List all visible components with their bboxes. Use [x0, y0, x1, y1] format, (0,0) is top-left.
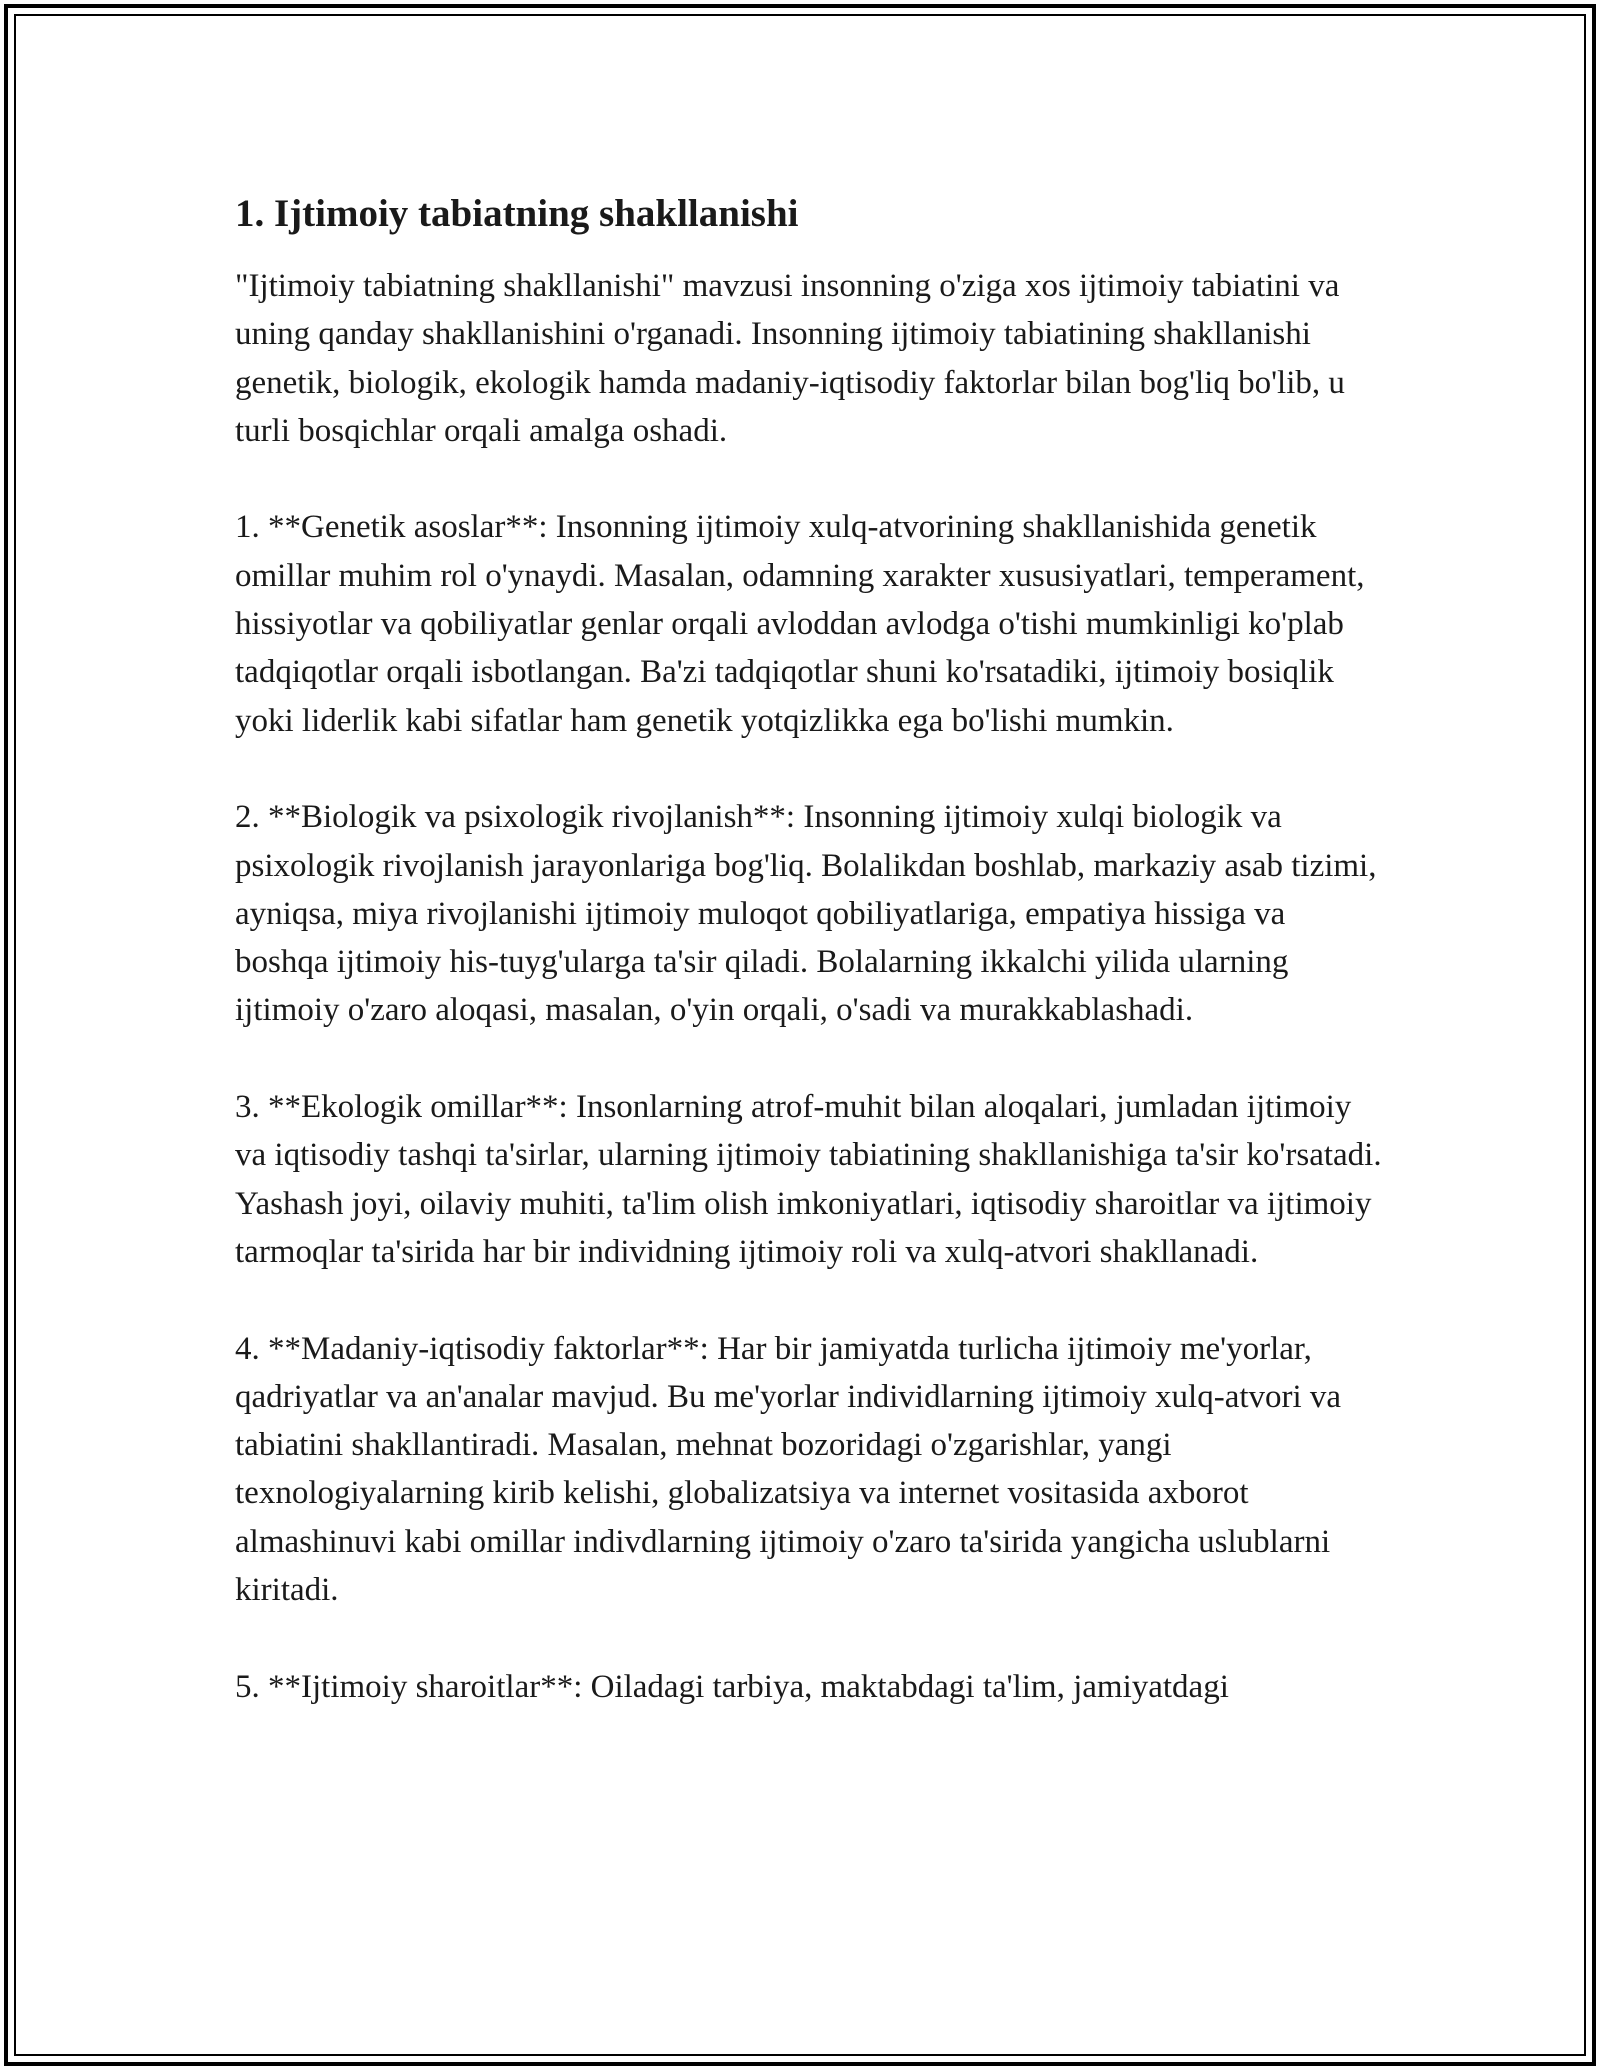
document-body	[235, 186, 1385, 1759]
paragraph-ecological-factors: 3. **Ekologik omillar**: Insonlarning atrof-muhit bilan aloqalari, jumladan ijtimoiy va iqtisodiy tashqi ta'sirlar, ularning ijtimoiy tabiatining shakllanishiga ta'sir ko'rsatadi. Yashash joyi, oilaviy muhiti, ta'lim olish imkoniyatlari, iqtisodiy sharoitlar va ijtimoiy tarmoqlar ta'sirida har bir individning ijtimoiy roli va xulq-atvori shakllanadi.	[235, 1089, 1382, 1270]
paragraph-social-conditions: 5. **Ijtimoiy sharoitlar**: Oiladagi tarbiya, maktabdagi ta'lim, jamiyatdagi	[235, 1668, 1229, 1705]
paragraph-genetic-basis: 1. **Genetik asoslar**: Insonning ijtimoiy xulq-atvorining shakllanishida genetik omillar muhim rol o'ynaydi. Masalan, odamning xarakter xususiyatlari, temperament, hissiyotlar va qobiliyatlar genlar orqali avloddan avlodga o'tishi mumkinligi ko'plab tadqiqotlar orqali isbotlangan. Ba'zi tadqiqotlar shuni ko'rsatadiki, ijtimoiy bosiqlik yoki liderlik kabi sifatlar ham genetik yotqizlikka ega bo'lishi mumkin.	[235, 509, 1365, 739]
section-title: 1. Ijtimoiy tabiatning shakllanishi	[235, 192, 799, 235]
intro-paragraph: "Ijtimoiy tabiatning shakllanishi" mavzusi insonning o'ziga xos ijtimoiy tabiatini va uning qanday shakllanishini o'rganadi. Insonning ijtimoiy tabiatining shakllanishi genetik, biologik, ekologik hamda madaniy-iqtisodiy faktorlar bilan bog'liq bo'lib, u turli bosqichlar orqali amalga oshadi.	[235, 268, 1345, 449]
paragraph-biological-psychological: 2. **Biologik va psixologik rivojlanish**: Insonning ijtimoiy xulqi biologik va psixologik rivojlanish jarayonlariga bog'liq. Bolalikdan boshlab, markaziy asab tizimi, ayniqsa, miya rivojlanishi ijtimoiy muloqot qobiliyatlariga, empatiya hissiga va boshqa ijtimoiy his-tuyg'ularga ta'sir qiladi. Bolalarning ikkalchi yilida ularning ijtimoiy o'zaro aloqasi, masalan, o'yin orqali, o'sadi va murakkablashadi.	[235, 799, 1377, 1029]
paragraph-cultural-economic: 4. **Madaniy-iqtisodiy faktorlar**: Har bir jamiyatda turlicha ijtimoiy me'yorlar, qadriyatlar va an'analar mavjud. Bu me'yorlar individlarning ijtimoiy xulq-atvori va tabiatini shakllantiradi. Masalan, mehnat bozoridagi o'zgarishlar, yangi texnologiyalarning kirib kelishi, globalizatsiya va internet vositasida axborot almashinuvi kabi omillar indivdlarning ijtimoiy o'zaro ta'sirida yangicha uslublarni kiritadi.	[235, 1330, 1342, 1609]
